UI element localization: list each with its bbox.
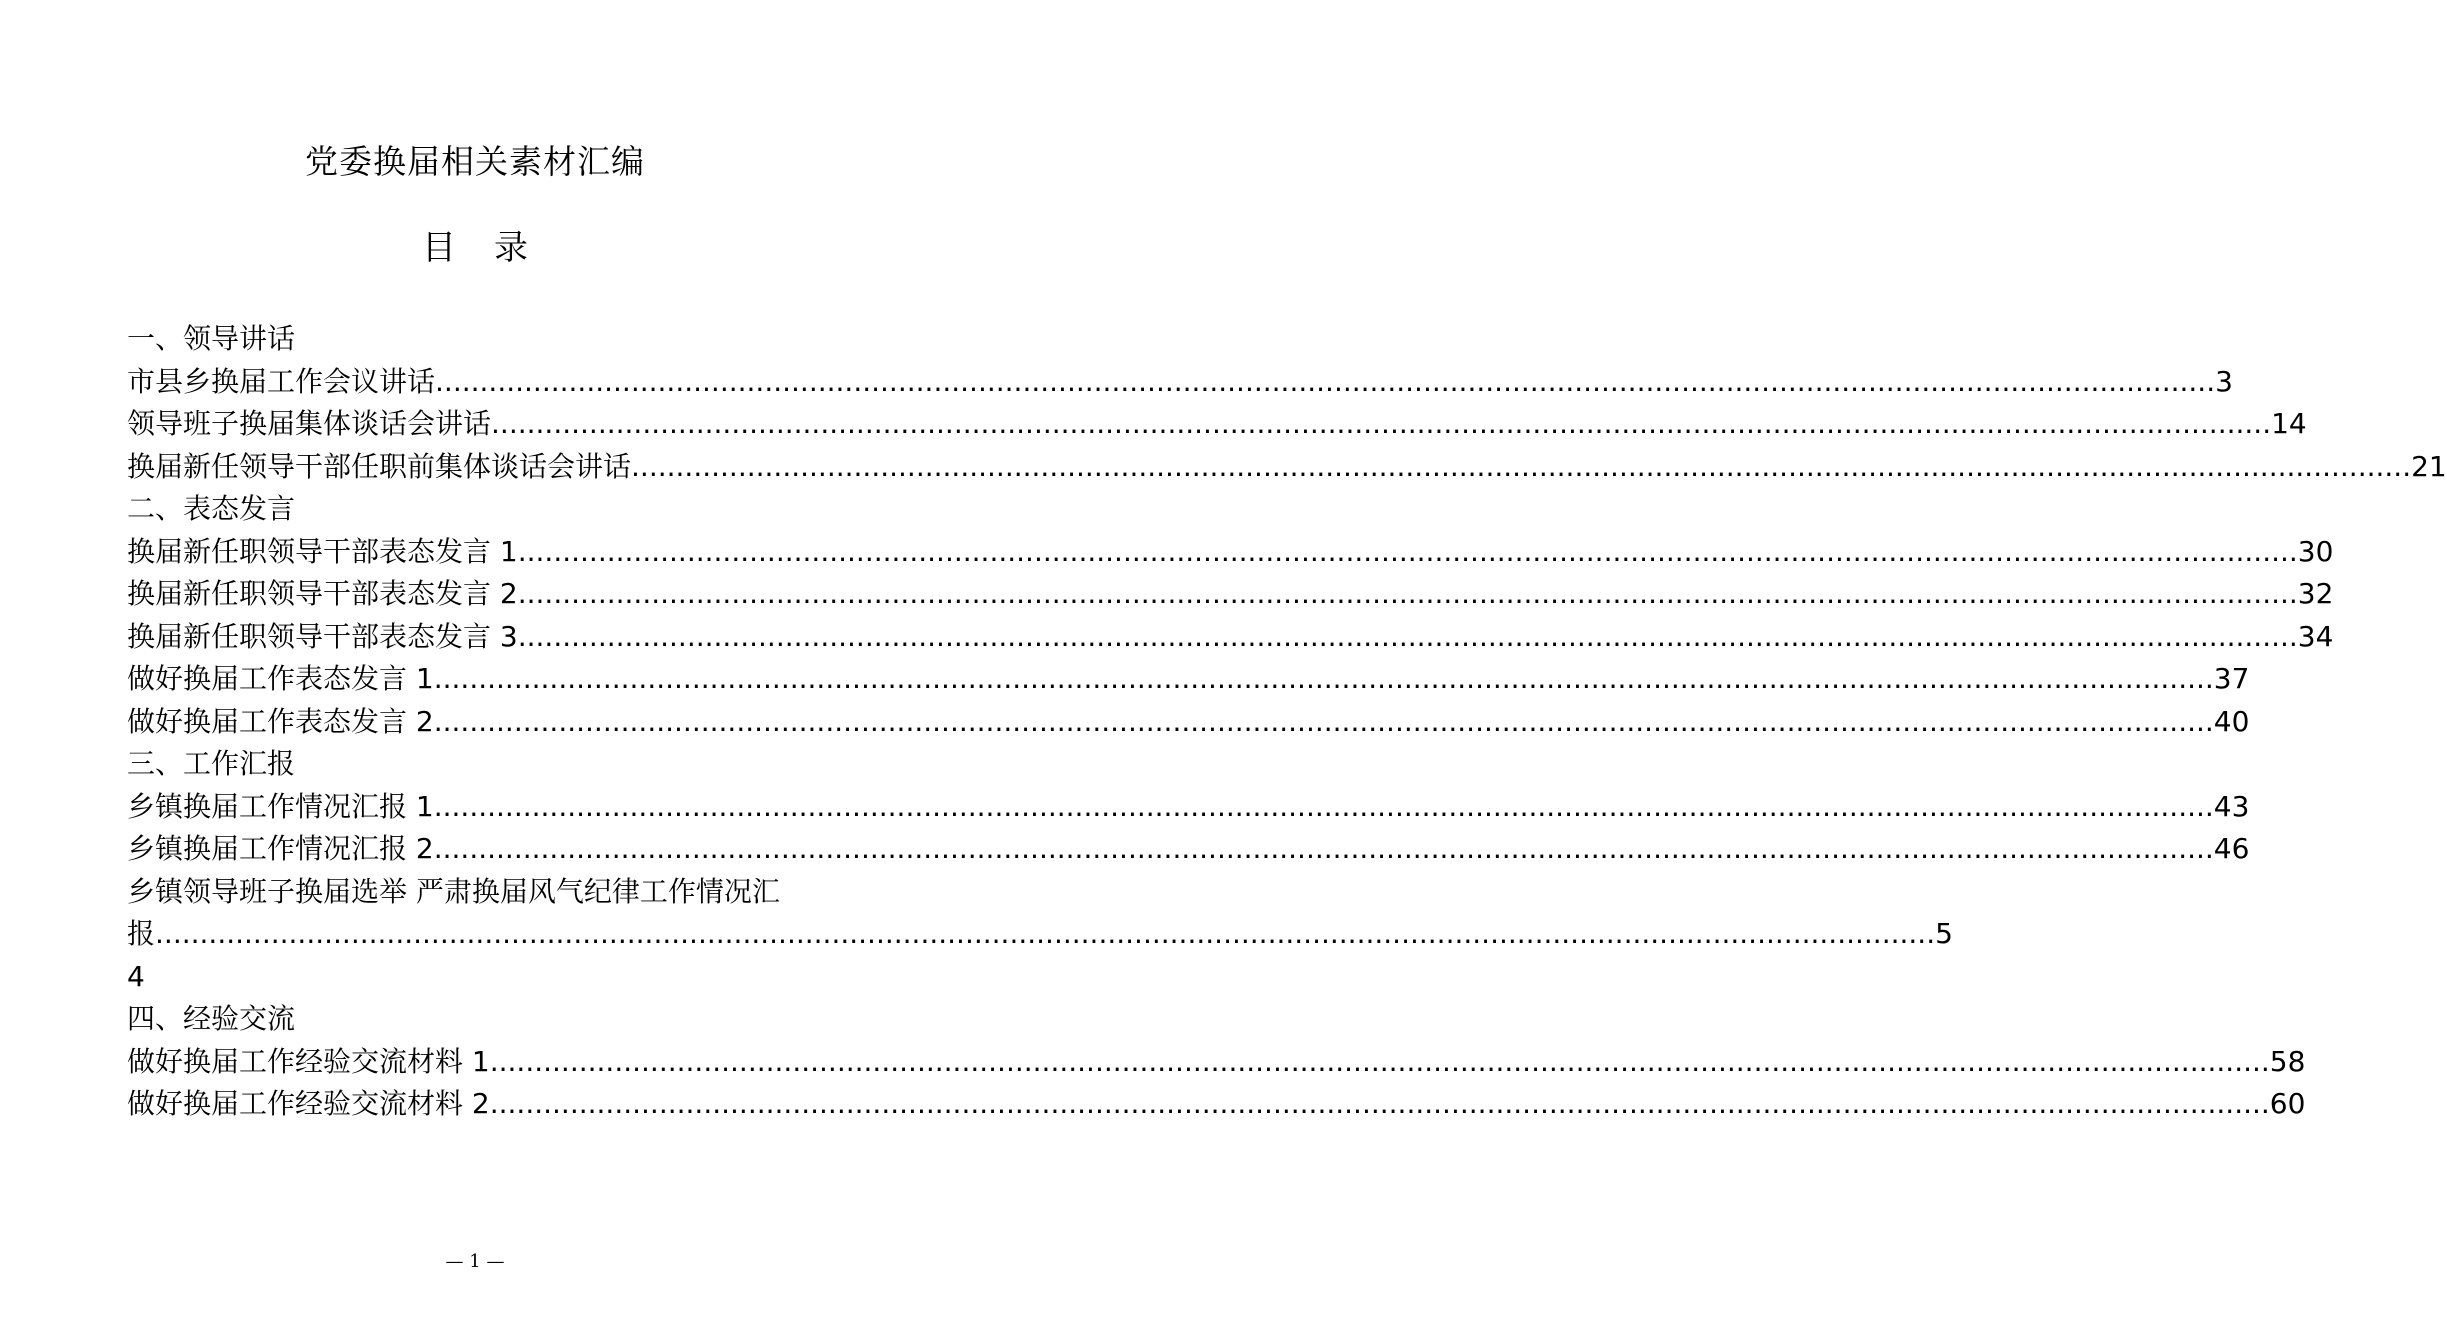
toc-entry[interactable] (127, 531, 2334, 574)
toc-section-label: 三、工作汇报 (127, 747, 296, 780)
toc-entry-page: 60 (2269, 1087, 2306, 1120)
toc-entry-page-continued: 4 (127, 959, 145, 993)
toc-entry-label: 做好换届工作表态发言 2 (127, 704, 434, 738)
toc-entry-label-continued: 报 (127, 917, 156, 950)
toc-entry-page: 3 (2215, 364, 2233, 398)
toc-section-work-reports[interactable] (127, 743, 830, 786)
toc-entry[interactable] (127, 446, 2447, 489)
toc-section-experience-exchange[interactable] (127, 998, 830, 1041)
toc-entry-label: 乡镇领导班子换届选举 严肃换届风气纪律工作情况汇 (127, 874, 780, 908)
toc-leader-dots: ........................................................................................................................................................................................................ (433, 789, 2214, 823)
toc-entry[interactable] (127, 616, 2334, 659)
toc-entry-page: 5 (1935, 917, 1953, 950)
toc-entry-page: 32 (2297, 577, 2334, 610)
toc-leader-dots: ........................................................................................................................................................................................................ (489, 1044, 2270, 1078)
toc-section-label: 四、经验交流 (127, 1002, 296, 1035)
toc-entry-label: 做好换届工作经验交流材料 1 (127, 1044, 490, 1078)
toc-section-label: 二、表态发言 (127, 492, 296, 525)
toc-entry-page: 46 (2213, 832, 2250, 865)
toc-leader-dots: ........................................................................................................................................................................................................ (433, 832, 2214, 865)
toc-leader-dots: ........................................................................................................................................................................................................ (631, 449, 2412, 483)
toc-section-statements[interactable] (127, 488, 830, 531)
toc-leader-dots: ........................................................................................................................................................................................................ (517, 534, 2298, 568)
toc-entry-label: 换届新任职领导干部表态发言 2 (127, 577, 518, 610)
toc-leader-dots: ........................................................................................................................................................................................................ (433, 662, 2214, 695)
toc-entry-page: 14 (2271, 407, 2307, 440)
toc-entry[interactable] (127, 786, 2250, 829)
toc-entry-page: 37 (2213, 662, 2250, 695)
toc-heading (0, 226, 950, 270)
toc-entry-label: 换届新任领导干部任职前集体谈话会讲话 (127, 449, 632, 483)
toc-leader-dots: ........................................................................................................................................................................................................ (489, 1087, 2270, 1120)
toc-entry-label: 乡镇换届工作情况汇报 1 (127, 789, 434, 823)
toc-heading-right: 录 (494, 228, 528, 268)
toc-leader-dots: ........................................................................................................................................................................................................ (435, 364, 2216, 398)
toc-entry[interactable] (127, 361, 2233, 404)
toc-entry-label: 换届新任职领导干部表态发言 1 (127, 534, 518, 568)
toc-entry-label: 换届新任职领导干部表态发言 3 (127, 619, 518, 653)
toc-entry-page: 21 (2411, 449, 2447, 483)
toc-leader-dots: ........................................................................................................................................................................................................ (155, 917, 1936, 950)
table-of-contents (127, 318, 2447, 1126)
toc-leader-dots: ........................................................................................................................................................................................................ (491, 407, 2272, 440)
toc-leader-dots: ........................................................................................................................................................................................................ (517, 619, 2298, 653)
toc-entry-label: 做好换届工作表态发言 1 (127, 662, 434, 695)
toc-entry-label: 市县乡换届工作会议讲话 (127, 364, 436, 398)
toc-entry[interactable] (127, 573, 2334, 616)
toc-heading-left: 目 (422, 228, 456, 268)
toc-entry[interactable] (127, 403, 2307, 446)
toc-entry[interactable] (127, 1083, 2306, 1126)
toc-section-leaders-speeches[interactable] (127, 318, 830, 361)
document-title: 党委换届相关素材汇编 (305, 142, 645, 181)
toc-entry-label: 做好换届工作经验交流材料 2 (127, 1087, 490, 1120)
toc-entry-page: 34 (2297, 619, 2334, 653)
toc-entry-page: 40 (2213, 704, 2250, 738)
toc-section-label: 一、领导讲话 (127, 322, 296, 355)
toc-entry-wrapped-line3[interactable] (127, 956, 830, 999)
toc-entry[interactable] (127, 701, 2250, 744)
toc-entry[interactable] (127, 1041, 2306, 1084)
toc-leader-dots: ........................................................................................................................................................................................................ (433, 704, 2214, 738)
toc-entry-label: 领导班子换届集体谈话会讲话 (127, 407, 492, 440)
toc-entry-page: 58 (2269, 1044, 2306, 1078)
toc-entry-label: 乡镇换届工作情况汇报 2 (127, 832, 434, 865)
toc-entry-wrapped-line1[interactable] (127, 871, 830, 914)
toc-entry-page: 30 (2297, 534, 2334, 568)
toc-entry[interactable] (127, 658, 2250, 701)
toc-entry[interactable] (127, 828, 2250, 871)
page-number-footer: — 1 — (445, 1251, 505, 1272)
toc-leader-dots: ........................................................................................................................................................................................................ (517, 577, 2298, 610)
toc-entry-wrapped-line2[interactable] (127, 913, 1953, 956)
toc-entry-page: 43 (2213, 789, 2250, 823)
